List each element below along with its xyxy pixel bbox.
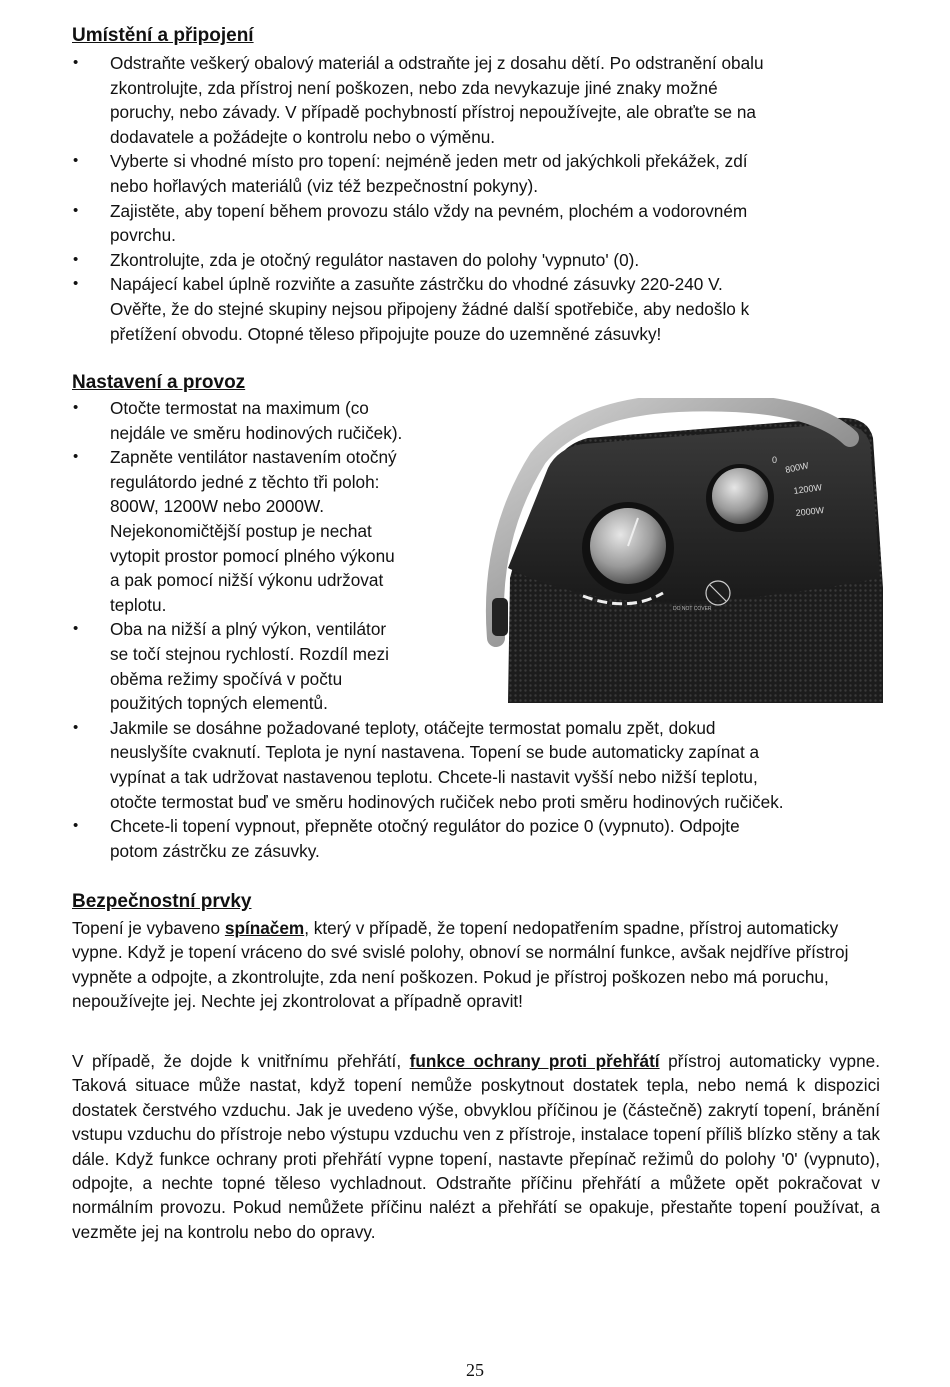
safety-paragraph-1: Topení je vybaveno spínačem, který v případě, že topení nedopatřením spadne, přístroj automaticky vypne. Když je topení vráceno do své svislé polohy, obnoví se normální funkce, avšak nejdříve přístroj vypněte a odpojte, a zkontrolujte, zda není poškozen. Pokud je přístroj poškozen nebo má poruchu, nepoužívejte jej. Nechte jej zkontrolovat a případně opravit!	[72, 918, 849, 1012]
list-item: • Zajistěte, aby topení během provozu stálo vždy na pevném, plochém a vodorovném povrchu.	[72, 199, 882, 248]
section-heading-placement: Umístění a připojení	[72, 25, 254, 46]
overheat-protection-term: funkce ochrany proti přehřátí	[409, 1051, 660, 1071]
list-item: • Odstraňte veškerý obalový materiál a odstraňte jej z dosahu dětí. Po odstranění obalu zkontrolujte, zda přístroj není poškozen, nebo zda nevykazuje jiné znaky možné poruchy, nebo závady. V případě pochybností přístroj nepoužívejte, ale obraťte se na dodavatele a požádejte o kontrolu nebo o výměnu.	[72, 51, 882, 149]
dial-label: 800W	[784, 460, 810, 475]
dial-label: 1200W	[792, 482, 823, 496]
list-item: • Zapněte ventilátor nastavením otočný regulátordo jedné z těchto tři poloh: 800W, 1200W nebo 2000W. Nejekonomičtější postup je nechat vytopit prostor pomocí plného výkonu a pak pomocí nižší výkonu udržovat teplotu.	[72, 445, 882, 617]
list-item: • Chcete-li topení vypnout, přepněte otočný regulátor do pozice 0 (vypnuto). Odpojte potom zástrčku ze zásuvky.	[72, 814, 882, 863]
list-item: • Vyberte si vhodné místo pro topení: nejméně jeden metr od jakýchkoli překážek, zdí nebo hořlavých materiálů (viz též bezpečnostní pokyny).	[72, 149, 882, 198]
safety-paragraph-2: V případě, že dojde k vnitřnímu přehřátí, funkce ochrany proti přehřátí přístroj automaticky vypne. Taková situace může nastat, když topení nemůže poskytnout dostatek tepla, nebo nemá k dispozici dostatek čerstvého vzduchu. Jak je uvedeno výše, obvyklou příčinou je (částečně) zakrytí topení, bránění vstupu vzduchu do přístroje nebo výstupu vzduchu ven z přístroje, instalace topení příliš blízko stěny a tak dále. Když funkce ochrany proti přehřátí vypne topení, nastavte přepínač režimů do polohy '0' (vypnuto), odpojte, a nechte topné těleso vychladnout. Odstraňte příčinu přehřátí a můžete opět pokračovat v normálním provozu. Pokud nemůžete příčinu nalézt a přehřátí se opakuje, přestaňte topení používat, a vezměte jej na kontrolu nebo do opravy.	[72, 1051, 880, 1242]
list-item: • Oba na nižší a plný výkon, ventilátor se točí stejnou rychlostí. Rozdíl mezi oběma režimy spočívá v počtu použitých topných elementů.	[72, 617, 882, 715]
switch-term: spínačem	[224, 918, 305, 938]
page-number: 25	[466, 1360, 484, 1380]
heater-illustration	[478, 398, 888, 708]
section-heading-operation: Nastavení a provoz	[72, 372, 246, 393]
dial-label: 2000W	[795, 505, 825, 518]
list-item: • Otočte termostat na maximum (co nejdále ve směru hodinových ručiček).	[72, 396, 882, 445]
placement-list	[72, 51, 882, 346]
list-item: • Zkontrolujte, zda je otočný regulátor nastaven do polohy 'vypnuto' (0).	[72, 248, 882, 273]
warning-label: DO NOT COVER	[673, 606, 712, 612]
dial-label: 0	[772, 455, 778, 465]
list-item: • Napájecí kabel úplně rozviňte a zasuňte zástrčku do vhodné zásuvky 220-240 V. Ověřte, že do stejné skupiny nejsou připojeny žádné další spotřebiče, aby nedošlo k přetížení obvodu. Otopné těleso připojujte pouze do uzemněné zásuvky!	[72, 272, 882, 346]
section-heading-safety: Bezpečnostní prvky	[72, 891, 252, 912]
list-item: • Jakmile se dosáhne požadované teploty, otáčejte termostat pomalu zpět, dokud neuslyšíte cvaknutí. Teplota je nyní nastavena. Topení se bude automaticky zapínat a vypínat a tak udržovat nastavenou teplotu. Chcete-li nastavit vyšší nebo nižší teplotu, otočte termostat buď ve směru hodinových ručiček nebo proti směru hodinových ručiček.	[72, 716, 882, 814]
